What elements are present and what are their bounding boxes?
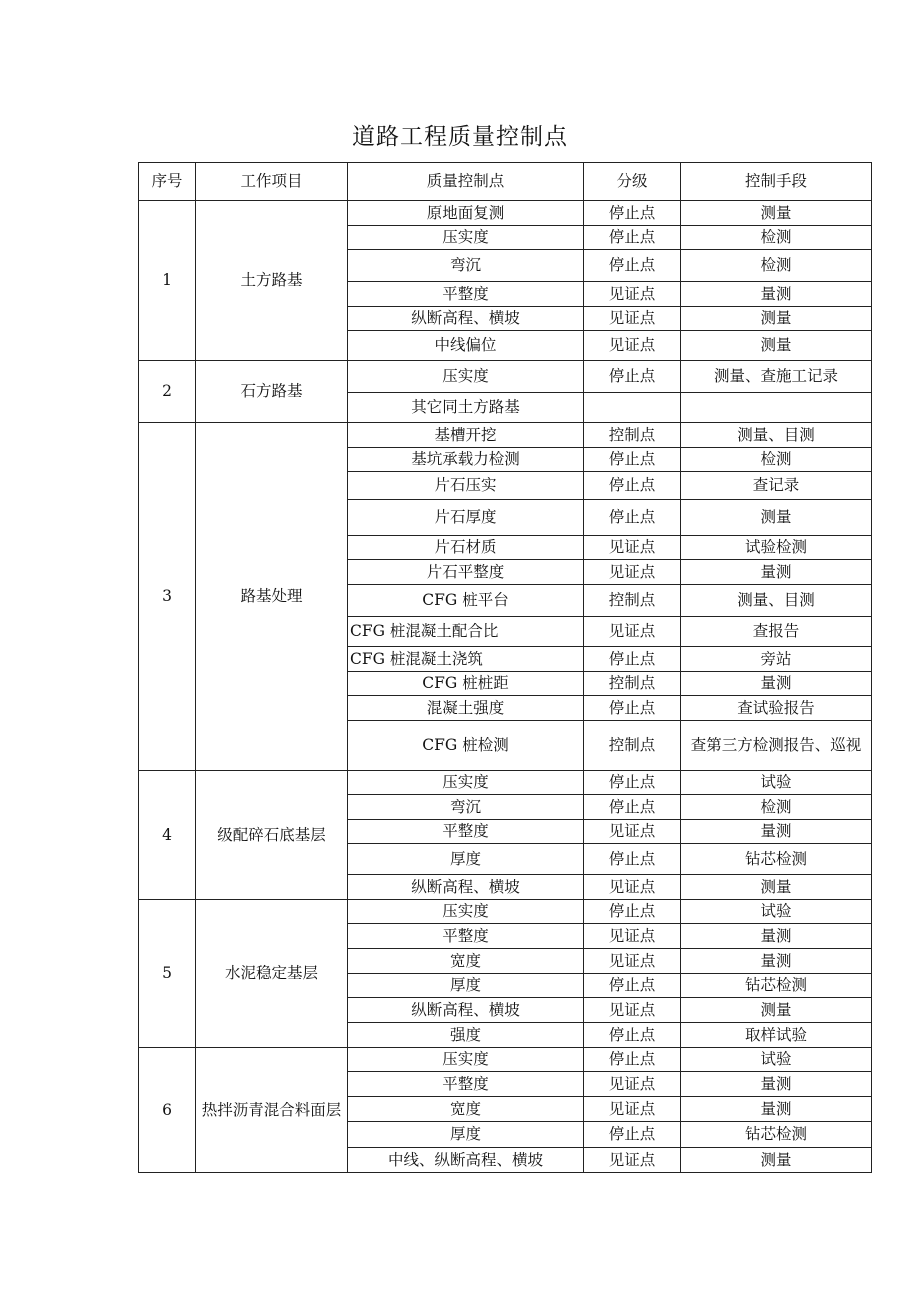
- header-project: 工作项目: [196, 163, 348, 201]
- method-cell: 旁站: [681, 647, 872, 672]
- level-cell: 见证点: [584, 1072, 681, 1097]
- control-point-cell: 厚度: [348, 1122, 584, 1148]
- method-cell: 检测: [681, 250, 872, 282]
- method-cell: 量测: [681, 1072, 872, 1097]
- method-cell: 试验检测: [681, 536, 872, 560]
- level-cell: 见证点: [584, 560, 681, 585]
- level-cell: 见证点: [584, 282, 681, 307]
- group-project: 石方路基: [196, 361, 348, 423]
- level-cell: 见证点: [584, 331, 681, 361]
- level-cell: 停止点: [584, 226, 681, 250]
- table-row: [139, 1048, 872, 1072]
- level-cell: 控制点: [584, 721, 681, 771]
- group-project: 土方路基: [196, 201, 348, 361]
- method-cell: 试验: [681, 900, 872, 924]
- control-point-cell: 中线、纵断高程、横坡: [348, 1148, 584, 1173]
- control-point-cell: CFG 桩桩距: [348, 672, 584, 696]
- method-cell: 测量、目测: [681, 585, 872, 617]
- method-cell: 钻芯检测: [681, 844, 872, 875]
- header-control-point: 质量控制点: [348, 163, 584, 201]
- control-point-cell: 其它同土方路基: [348, 393, 584, 423]
- method-cell: 测量: [681, 998, 872, 1023]
- level-cell: 停止点: [584, 201, 681, 226]
- control-point-cell: 平整度: [348, 282, 584, 307]
- table-row: [139, 361, 872, 393]
- method-cell: 查第三方检测报告、巡视: [681, 721, 872, 771]
- level-cell: 停止点: [584, 361, 681, 393]
- level-cell: 控制点: [584, 585, 681, 617]
- control-point-cell: 厚度: [348, 844, 584, 875]
- header-no: 序号: [139, 163, 196, 201]
- control-point-cell: 片石压实: [348, 472, 584, 500]
- control-point-cell: 宽度: [348, 949, 584, 974]
- group-number: 4: [139, 771, 196, 900]
- method-cell: [681, 393, 872, 423]
- method-cell: 测量: [681, 1148, 872, 1173]
- level-cell: 停止点: [584, 250, 681, 282]
- table-header-row: [139, 163, 872, 201]
- level-cell: 停止点: [584, 974, 681, 998]
- control-point-cell: 压实度: [348, 900, 584, 924]
- control-point-cell: 原地面复测: [348, 201, 584, 226]
- group-number: 6: [139, 1048, 196, 1173]
- method-cell: 测量: [681, 307, 872, 331]
- method-cell: 查试验报告: [681, 696, 872, 721]
- level-cell: 见证点: [584, 307, 681, 331]
- method-cell: 测量、查施工记录: [681, 361, 872, 393]
- method-cell: 取样试验: [681, 1023, 872, 1048]
- control-point-cell: 压实度: [348, 771, 584, 795]
- method-cell: 试验: [681, 1048, 872, 1072]
- level-cell: 见证点: [584, 536, 681, 560]
- control-point-cell: 宽度: [348, 1097, 584, 1122]
- control-point-cell: 压实度: [348, 1048, 584, 1072]
- control-point-cell: CFG 桩检测: [348, 721, 584, 771]
- group-number: 2: [139, 361, 196, 423]
- level-cell: 停止点: [584, 472, 681, 500]
- method-cell: 测量: [681, 331, 872, 361]
- quality-control-table: [138, 162, 872, 1173]
- control-point-cell: 平整度: [348, 924, 584, 949]
- method-cell: 量测: [681, 820, 872, 844]
- table-row: [139, 771, 872, 795]
- group-number: 3: [139, 423, 196, 771]
- level-cell: 停止点: [584, 647, 681, 672]
- level-cell: 见证点: [584, 949, 681, 974]
- method-cell: 钻芯检测: [681, 1122, 872, 1148]
- method-cell: 检测: [681, 795, 872, 820]
- control-point-cell: 弯沉: [348, 250, 584, 282]
- level-cell: 见证点: [584, 998, 681, 1023]
- control-point-cell: 片石平整度: [348, 560, 584, 585]
- method-cell: 测量、目测: [681, 423, 872, 448]
- level-cell: 停止点: [584, 1023, 681, 1048]
- control-point-cell: 强度: [348, 1023, 584, 1048]
- level-cell: 停止点: [584, 1048, 681, 1072]
- method-cell: 量测: [681, 672, 872, 696]
- level-cell: 停止点: [584, 844, 681, 875]
- group-number: 1: [139, 201, 196, 361]
- control-point-cell: 纵断高程、横坡: [348, 307, 584, 331]
- control-point-cell: 纵断高程、横坡: [348, 875, 584, 900]
- method-cell: 量测: [681, 949, 872, 974]
- table-row: [139, 201, 872, 226]
- document-title: 道路工程质量控制点: [352, 124, 568, 150]
- level-cell: 停止点: [584, 771, 681, 795]
- control-point-cell: CFG 桩混凝土浇筑: [348, 647, 584, 672]
- control-point-cell: CFG 桩混凝土配合比: [348, 617, 584, 647]
- control-point-cell: CFG 桩平台: [348, 585, 584, 617]
- control-point-cell: 压实度: [348, 361, 584, 393]
- level-cell: 停止点: [584, 1122, 681, 1148]
- method-cell: 检测: [681, 448, 872, 472]
- level-cell: 停止点: [584, 500, 681, 536]
- level-cell: 停止点: [584, 900, 681, 924]
- control-point-cell: 片石厚度: [348, 500, 584, 536]
- method-cell: 量测: [681, 560, 872, 585]
- control-point-cell: 平整度: [348, 820, 584, 844]
- level-cell: 见证点: [584, 617, 681, 647]
- level-cell: 控制点: [584, 423, 681, 448]
- level-cell: 见证点: [584, 924, 681, 949]
- control-point-cell: 厚度: [348, 974, 584, 998]
- group-project: 热拌沥青混合料面层: [196, 1048, 348, 1173]
- method-cell: 量测: [681, 282, 872, 307]
- table-body: [139, 201, 872, 1173]
- header-method: 控制手段: [681, 163, 872, 201]
- group-project: 路基处理: [196, 423, 348, 771]
- level-cell: 见证点: [584, 875, 681, 900]
- group-number: 5: [139, 900, 196, 1048]
- level-cell: 停止点: [584, 795, 681, 820]
- level-cell: 停止点: [584, 448, 681, 472]
- control-point-cell: 基槽开挖: [348, 423, 584, 448]
- method-cell: 测量: [681, 500, 872, 536]
- table-row: [139, 423, 872, 448]
- level-cell: 见证点: [584, 820, 681, 844]
- group-project: 水泥稳定基层: [196, 900, 348, 1048]
- level-cell: [584, 393, 681, 423]
- method-cell: 试验: [681, 771, 872, 795]
- method-cell: 查记录: [681, 472, 872, 500]
- control-point-cell: 平整度: [348, 1072, 584, 1097]
- method-cell: 查报告: [681, 617, 872, 647]
- control-point-cell: 混凝土强度: [348, 696, 584, 721]
- header-level: 分级: [584, 163, 681, 201]
- level-cell: 见证点: [584, 1097, 681, 1122]
- control-point-cell: 片石材质: [348, 536, 584, 560]
- level-cell: 控制点: [584, 672, 681, 696]
- table-row: [139, 900, 872, 924]
- control-point-cell: 中线偏位: [348, 331, 584, 361]
- method-cell: 钻芯检测: [681, 974, 872, 998]
- control-point-cell: 压实度: [348, 226, 584, 250]
- level-cell: 见证点: [584, 1148, 681, 1173]
- level-cell: 停止点: [584, 696, 681, 721]
- method-cell: 检测: [681, 226, 872, 250]
- method-cell: 量测: [681, 924, 872, 949]
- method-cell: 测量: [681, 875, 872, 900]
- control-point-cell: 基坑承载力检测: [348, 448, 584, 472]
- method-cell: 测量: [681, 201, 872, 226]
- control-point-cell: 纵断高程、横坡: [348, 998, 584, 1023]
- control-point-cell: 弯沉: [348, 795, 584, 820]
- method-cell: 量测: [681, 1097, 872, 1122]
- group-project: 级配碎石底基层: [196, 771, 348, 900]
